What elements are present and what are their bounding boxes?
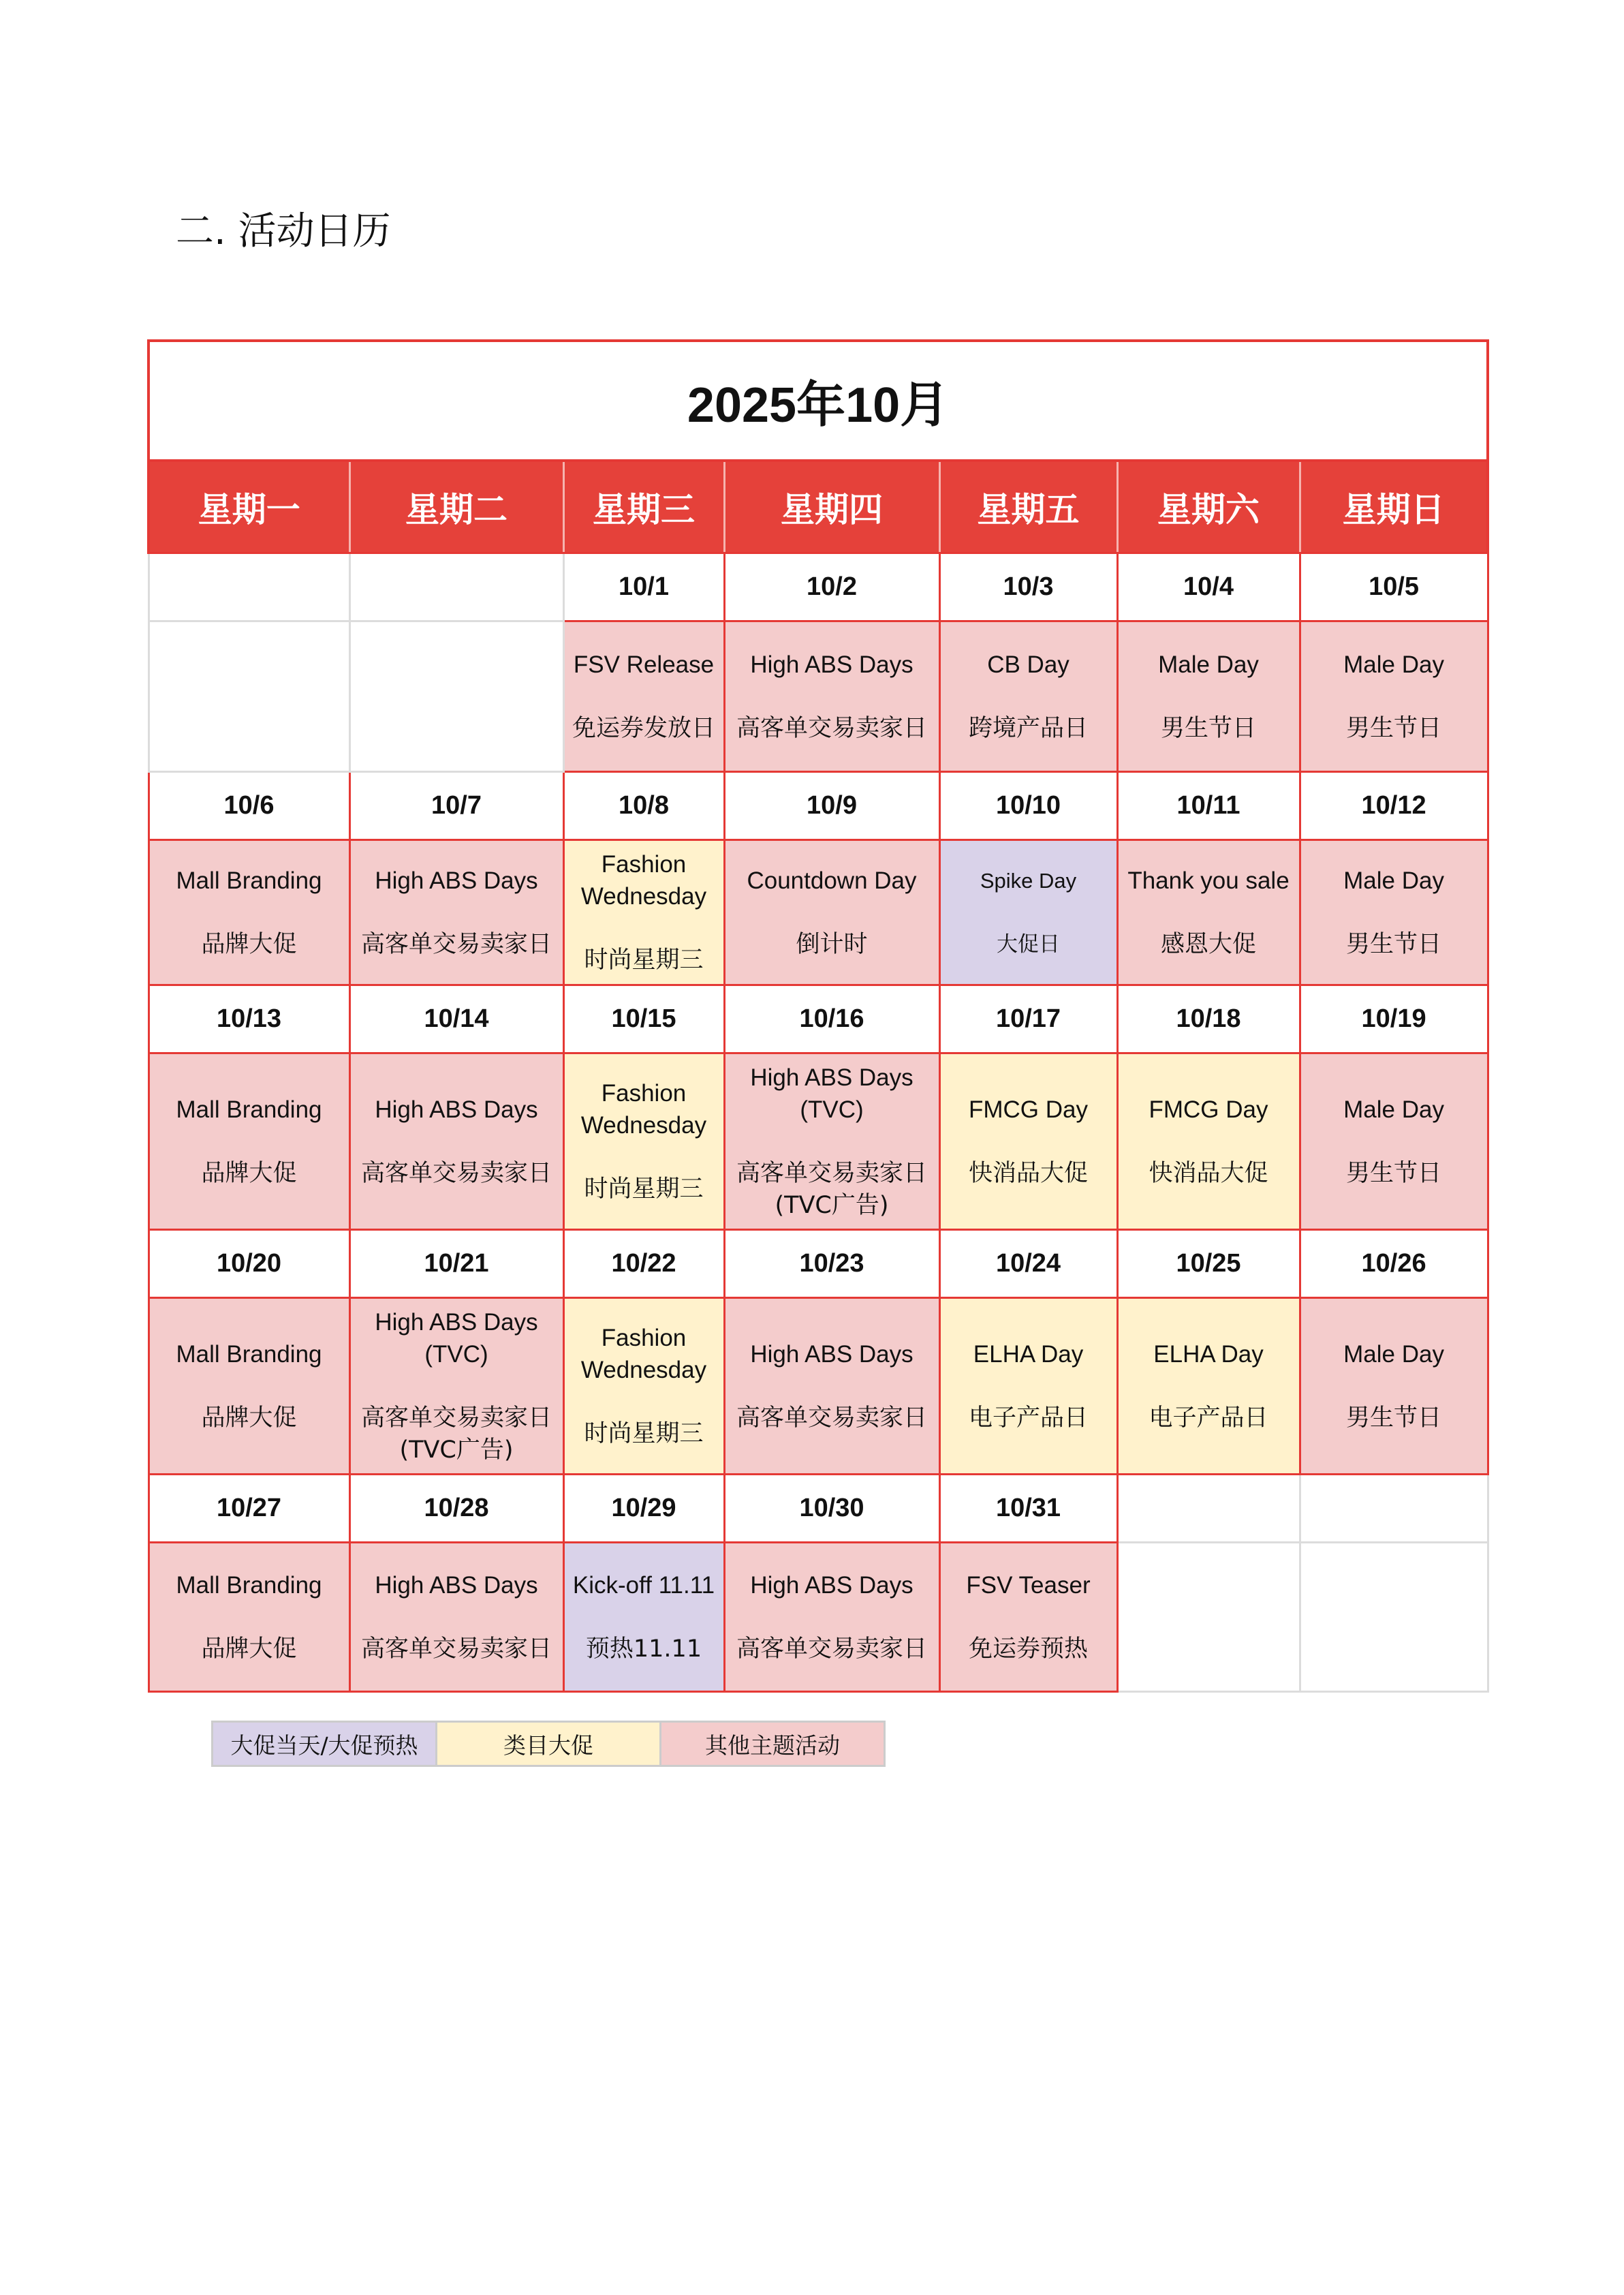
date-cell: 10/27 (149, 1475, 349, 1543)
event-cell (349, 1543, 563, 1692)
event-name-en: Male Day (1343, 1340, 1444, 1368)
event-name-en: High ABS Days (TVC) (375, 1308, 538, 1368)
event-name-en: High ABS Days (375, 1571, 538, 1599)
event-cell (1300, 1298, 1488, 1475)
date-cell: 10/18 (1117, 985, 1300, 1053)
date-cell: 10/3 (939, 553, 1117, 621)
event-name-zh: 快消品大促 (1149, 1159, 1268, 1187)
date-cell: 10/5 (1300, 553, 1488, 621)
event-name-zh: 电子产品日 (1149, 1404, 1268, 1432)
event-name-en: Spike Day (980, 868, 1077, 893)
event-cell (349, 840, 563, 985)
date-row (149, 553, 1488, 621)
event-name-en: Male Day (1343, 1096, 1444, 1123)
event-name-zh: 高客单交易卖家日 (TVC广告) (360, 1404, 552, 1464)
event-cell (563, 1543, 724, 1692)
event-cell (563, 1053, 724, 1230)
weekday-header: 星期四 (724, 461, 939, 553)
event-cell (563, 840, 724, 985)
event-name-en: Mall Branding (176, 867, 322, 894)
date-cell: 10/15 (563, 985, 724, 1053)
event-name-en: CB Day (987, 651, 1069, 678)
event-name-zh: 时尚星期三 (584, 1175, 704, 1203)
date-row (149, 1230, 1488, 1298)
event-cell (1300, 621, 1488, 772)
month-title: 2025年10月 (149, 341, 1488, 461)
date-cell (1300, 1475, 1488, 1543)
date-row (149, 985, 1488, 1053)
date-row (149, 1475, 1488, 1543)
event-cell (1117, 840, 1300, 985)
event-row (149, 1053, 1488, 1230)
event-name-en: Mall Branding (176, 1340, 322, 1368)
event-cell (939, 621, 1117, 772)
event-name-zh: 高客单交易卖家日 (TVC广告) (736, 1159, 927, 1219)
event-name-zh: 男生节日 (1160, 714, 1256, 742)
date-cell: 10/24 (939, 1230, 1117, 1298)
event-name-zh: 倒计时 (796, 930, 868, 958)
event-cell-empty (1300, 1543, 1488, 1692)
legend-item: 其他主题活动 (661, 1722, 885, 1766)
event-cell (1300, 1053, 1488, 1230)
calendar-table (147, 339, 1489, 1693)
weekday-header: 星期日 (1300, 461, 1488, 553)
date-cell (349, 553, 563, 621)
event-name-en: Fashion Wednesday (580, 851, 707, 910)
event-name-zh: 跨境产品日 (968, 714, 1088, 742)
event-name-zh: 大促日 (997, 931, 1060, 957)
event-cell (724, 1053, 939, 1230)
event-name-en: Fashion Wednesday (580, 1325, 707, 1383)
legend-item: 大促当天/大促预热 (213, 1722, 437, 1766)
event-name-zh: 男生节日 (1346, 930, 1442, 958)
event-cell-empty (349, 621, 563, 772)
event-name-zh: 快消品大促 (968, 1159, 1088, 1187)
event-cell (939, 1053, 1117, 1230)
event-name-zh: 男生节日 (1346, 1159, 1442, 1187)
event-name-zh: 电子产品日 (968, 1404, 1088, 1432)
event-cell (1117, 1053, 1300, 1230)
date-cell: 10/16 (724, 985, 939, 1053)
event-cell (939, 1298, 1117, 1475)
event-cell (939, 1543, 1117, 1692)
event-name-en: Fashion Wednesday (580, 1080, 707, 1139)
weekday-header: 星期三 (563, 461, 724, 553)
event-cell (1117, 621, 1300, 772)
event-name-en: High ABS Days (375, 867, 538, 894)
event-name-zh: 男生节日 (1346, 714, 1442, 742)
event-name-en: High ABS Days (750, 651, 914, 678)
event-name-zh: 时尚星期三 (584, 946, 704, 974)
date-cell: 10/31 (939, 1475, 1117, 1543)
event-name-zh: 高客单交易卖家日 (736, 1404, 927, 1432)
event-cell (563, 1298, 724, 1475)
event-name-zh: 免运券发放日 (572, 714, 715, 742)
event-name-zh: 品牌大促 (201, 1159, 297, 1187)
event-cell (149, 840, 349, 985)
date-cell: 10/4 (1117, 553, 1300, 621)
weekday-header: 星期二 (349, 461, 563, 553)
event-name-en: High ABS Days (750, 1340, 914, 1368)
event-cell (149, 1543, 349, 1692)
event-cell (349, 1298, 563, 1475)
event-name-en: Male Day (1343, 867, 1444, 894)
date-cell: 10/14 (349, 985, 563, 1053)
event-name-zh: 男生节日 (1346, 1404, 1442, 1432)
event-name-zh: 感恩大促 (1160, 930, 1256, 958)
date-cell: 10/20 (149, 1230, 349, 1298)
date-cell (1117, 1475, 1300, 1543)
event-cell (939, 840, 1117, 985)
date-cell: 10/22 (563, 1230, 724, 1298)
event-name-zh: 品牌大促 (201, 930, 297, 958)
event-name-en: Mall Branding (176, 1571, 322, 1599)
event-cell (563, 621, 724, 772)
date-cell: 10/13 (149, 985, 349, 1053)
date-cell: 10/19 (1300, 985, 1488, 1053)
date-cell: 10/7 (349, 772, 563, 840)
event-name-zh: 时尚星期三 (584, 1420, 704, 1447)
event-name-en: Mall Branding (176, 1096, 322, 1123)
weekday-header-row (149, 461, 1488, 553)
legend (211, 1721, 886, 1767)
event-name-zh: 高客单交易卖家日 (360, 1159, 552, 1187)
weekday-header: 星期六 (1117, 461, 1300, 553)
event-cell (724, 840, 939, 985)
event-name-en: FMCG Day (1149, 1096, 1268, 1123)
date-cell: 10/2 (724, 553, 939, 621)
event-name-en: Male Day (1343, 651, 1444, 678)
event-name-zh: 免运券预热 (968, 1635, 1088, 1663)
event-name-en: High ABS Days (375, 1096, 538, 1123)
event-name-zh: 高客单交易卖家日 (736, 1635, 927, 1663)
date-cell: 10/30 (724, 1475, 939, 1543)
date-cell: 10/8 (563, 772, 724, 840)
event-cell-empty (1117, 1543, 1300, 1692)
event-name-en: ELHA Day (1153, 1340, 1264, 1368)
event-name-zh: 品牌大促 (201, 1404, 297, 1432)
date-cell: 10/6 (149, 772, 349, 840)
event-name-en: High ABS Days (TVC) (750, 1064, 914, 1123)
event-cell (349, 1053, 563, 1230)
date-cell (149, 553, 349, 621)
event-name-en: Kick-off 11.11 (572, 1571, 715, 1599)
event-name-zh: 高客单交易卖家日 (360, 1635, 552, 1663)
event-name-en: Countdown Day (747, 867, 917, 894)
event-name-en: Thank you sale (1127, 867, 1290, 894)
event-name-en: ELHA Day (973, 1340, 1084, 1368)
event-cell (149, 1298, 349, 1475)
date-cell: 10/10 (939, 772, 1117, 840)
weekday-header: 星期一 (149, 461, 349, 553)
event-name-en: Male Day (1158, 651, 1259, 678)
event-row (149, 621, 1488, 772)
date-cell: 10/23 (724, 1230, 939, 1298)
event-row (149, 840, 1488, 985)
date-cell: 10/26 (1300, 1230, 1488, 1298)
date-cell: 10/25 (1117, 1230, 1300, 1298)
event-name-zh: 预热11.11 (585, 1635, 702, 1663)
event-name-en: FSV Release (573, 651, 715, 678)
date-cell: 10/11 (1117, 772, 1300, 840)
event-cell (1300, 840, 1488, 985)
date-cell: 10/17 (939, 985, 1117, 1053)
date-cell: 10/1 (563, 553, 724, 621)
legend-item: 类目大促 (437, 1722, 661, 1766)
date-row (149, 772, 1488, 840)
date-cell: 10/9 (724, 772, 939, 840)
event-row (149, 1298, 1488, 1475)
section-title: 二. 活动日历 (176, 209, 391, 253)
event-name-zh: 高客单交易卖家日 (360, 930, 552, 958)
date-cell: 10/28 (349, 1475, 563, 1543)
event-cell (724, 1298, 939, 1475)
event-row (149, 1543, 1488, 1692)
event-cell (1117, 1298, 1300, 1475)
event-cell (724, 621, 939, 772)
event-name-en: High ABS Days (750, 1571, 914, 1599)
date-cell: 10/12 (1300, 772, 1488, 840)
date-cell: 10/21 (349, 1230, 563, 1298)
event-name-en: FSV Teaser (966, 1571, 1091, 1599)
event-cell-empty (149, 621, 349, 772)
event-cell (149, 1053, 349, 1230)
event-name-en: FMCG Day (969, 1096, 1088, 1123)
event-name-zh: 高客单交易卖家日 (736, 714, 927, 742)
date-cell: 10/29 (563, 1475, 724, 1543)
weekday-header: 星期五 (939, 461, 1117, 553)
event-name-zh: 品牌大促 (201, 1635, 297, 1663)
event-cell (724, 1543, 939, 1692)
